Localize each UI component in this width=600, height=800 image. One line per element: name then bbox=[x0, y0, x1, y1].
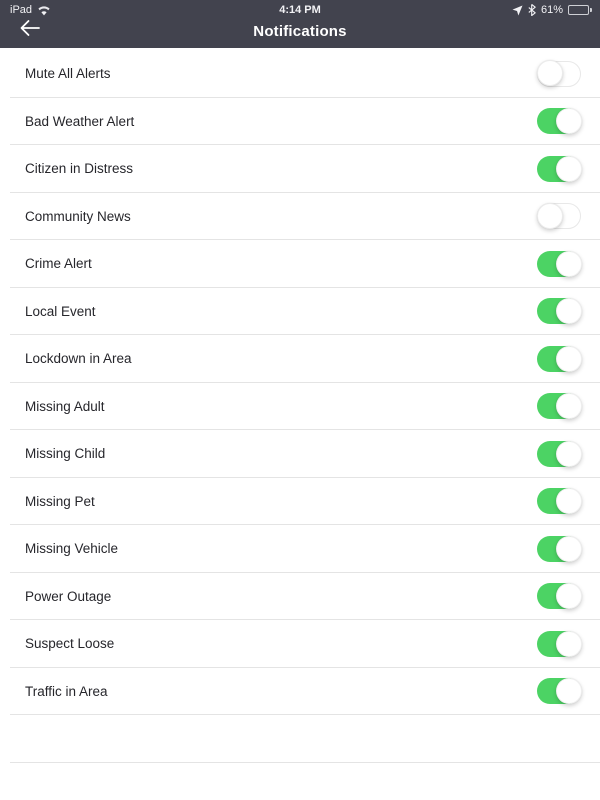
status-bar bbox=[0, 0, 600, 20]
setting-label: Bad Weather Alert bbox=[25, 113, 135, 129]
toggle-switch[interactable] bbox=[537, 678, 581, 704]
setting-label: Lockdown in Area bbox=[25, 351, 132, 367]
toggle-knob bbox=[556, 488, 582, 514]
setting-row bbox=[0, 525, 600, 573]
toggle-switch[interactable] bbox=[537, 108, 581, 134]
toggle-switch[interactable] bbox=[537, 631, 581, 657]
setting-row bbox=[0, 193, 600, 241]
toggle-knob bbox=[537, 60, 563, 86]
setting-row bbox=[0, 335, 600, 383]
setting-row bbox=[0, 50, 600, 98]
toggle-switch[interactable] bbox=[537, 298, 581, 324]
toggle-knob bbox=[556, 108, 582, 134]
toggle-switch[interactable] bbox=[537, 536, 581, 562]
setting-row bbox=[0, 478, 600, 526]
setting-label: Traffic in Area bbox=[25, 683, 108, 699]
wifi-icon bbox=[37, 5, 51, 16]
back-button[interactable] bbox=[14, 16, 46, 44]
setting-row bbox=[0, 240, 600, 288]
setting-row bbox=[0, 668, 600, 716]
toggle-knob bbox=[556, 536, 582, 562]
toggle-switch[interactable] bbox=[537, 251, 581, 277]
back-arrow-icon bbox=[19, 19, 41, 42]
setting-label: Citizen in Distress bbox=[25, 161, 134, 177]
toggle-switch[interactable] bbox=[537, 346, 581, 372]
toggle-knob bbox=[556, 156, 582, 182]
notification-settings-list bbox=[0, 48, 600, 763]
battery-percent-label: 61% bbox=[540, 4, 563, 16]
bluetooth-icon bbox=[528, 4, 536, 16]
setting-row bbox=[0, 288, 600, 336]
toggle-knob bbox=[556, 393, 582, 419]
setting-label: Local Event bbox=[25, 303, 96, 319]
setting-label: Community News bbox=[25, 208, 131, 224]
nav-bar bbox=[0, 20, 600, 48]
carrier-label: iPad bbox=[10, 4, 33, 16]
setting-row bbox=[0, 620, 600, 668]
toggle-switch[interactable] bbox=[537, 203, 581, 229]
setting-label: Suspect Loose bbox=[25, 636, 115, 652]
toggle-knob bbox=[537, 203, 563, 229]
toggle-switch[interactable] bbox=[537, 488, 581, 514]
setting-row bbox=[0, 430, 600, 478]
setting-label: Missing Adult bbox=[25, 398, 105, 414]
status-time: 4:14 PM bbox=[279, 4, 321, 16]
setting-row bbox=[0, 145, 600, 193]
setting-label: Crime Alert bbox=[25, 256, 92, 272]
toggle-switch[interactable] bbox=[537, 61, 581, 87]
battery-icon bbox=[568, 5, 592, 15]
setting-label: Missing Pet bbox=[25, 493, 95, 509]
location-arrow-icon bbox=[512, 5, 523, 16]
page-title: Notifications bbox=[253, 22, 347, 40]
toggle-knob bbox=[556, 441, 582, 467]
toggle-knob bbox=[556, 678, 582, 704]
toggle-knob bbox=[556, 251, 582, 277]
setting-label: Missing Child bbox=[25, 446, 106, 462]
app-header bbox=[0, 0, 600, 48]
toggle-knob bbox=[556, 583, 582, 609]
toggle-knob bbox=[556, 346, 582, 372]
toggle-switch[interactable] bbox=[537, 441, 581, 467]
setting-row bbox=[0, 573, 600, 621]
toggle-knob bbox=[556, 298, 582, 324]
toggle-switch[interactable] bbox=[537, 583, 581, 609]
setting-label: Power Outage bbox=[25, 588, 112, 604]
empty-list-row bbox=[0, 715, 600, 763]
setting-row bbox=[0, 383, 600, 431]
toggle-switch[interactable] bbox=[537, 393, 581, 419]
toggle-switch[interactable] bbox=[537, 156, 581, 182]
toggle-knob bbox=[556, 631, 582, 657]
setting-label: Missing Vehicle bbox=[25, 541, 119, 557]
setting-row bbox=[0, 98, 600, 146]
setting-label: Mute All Alerts bbox=[25, 66, 111, 82]
